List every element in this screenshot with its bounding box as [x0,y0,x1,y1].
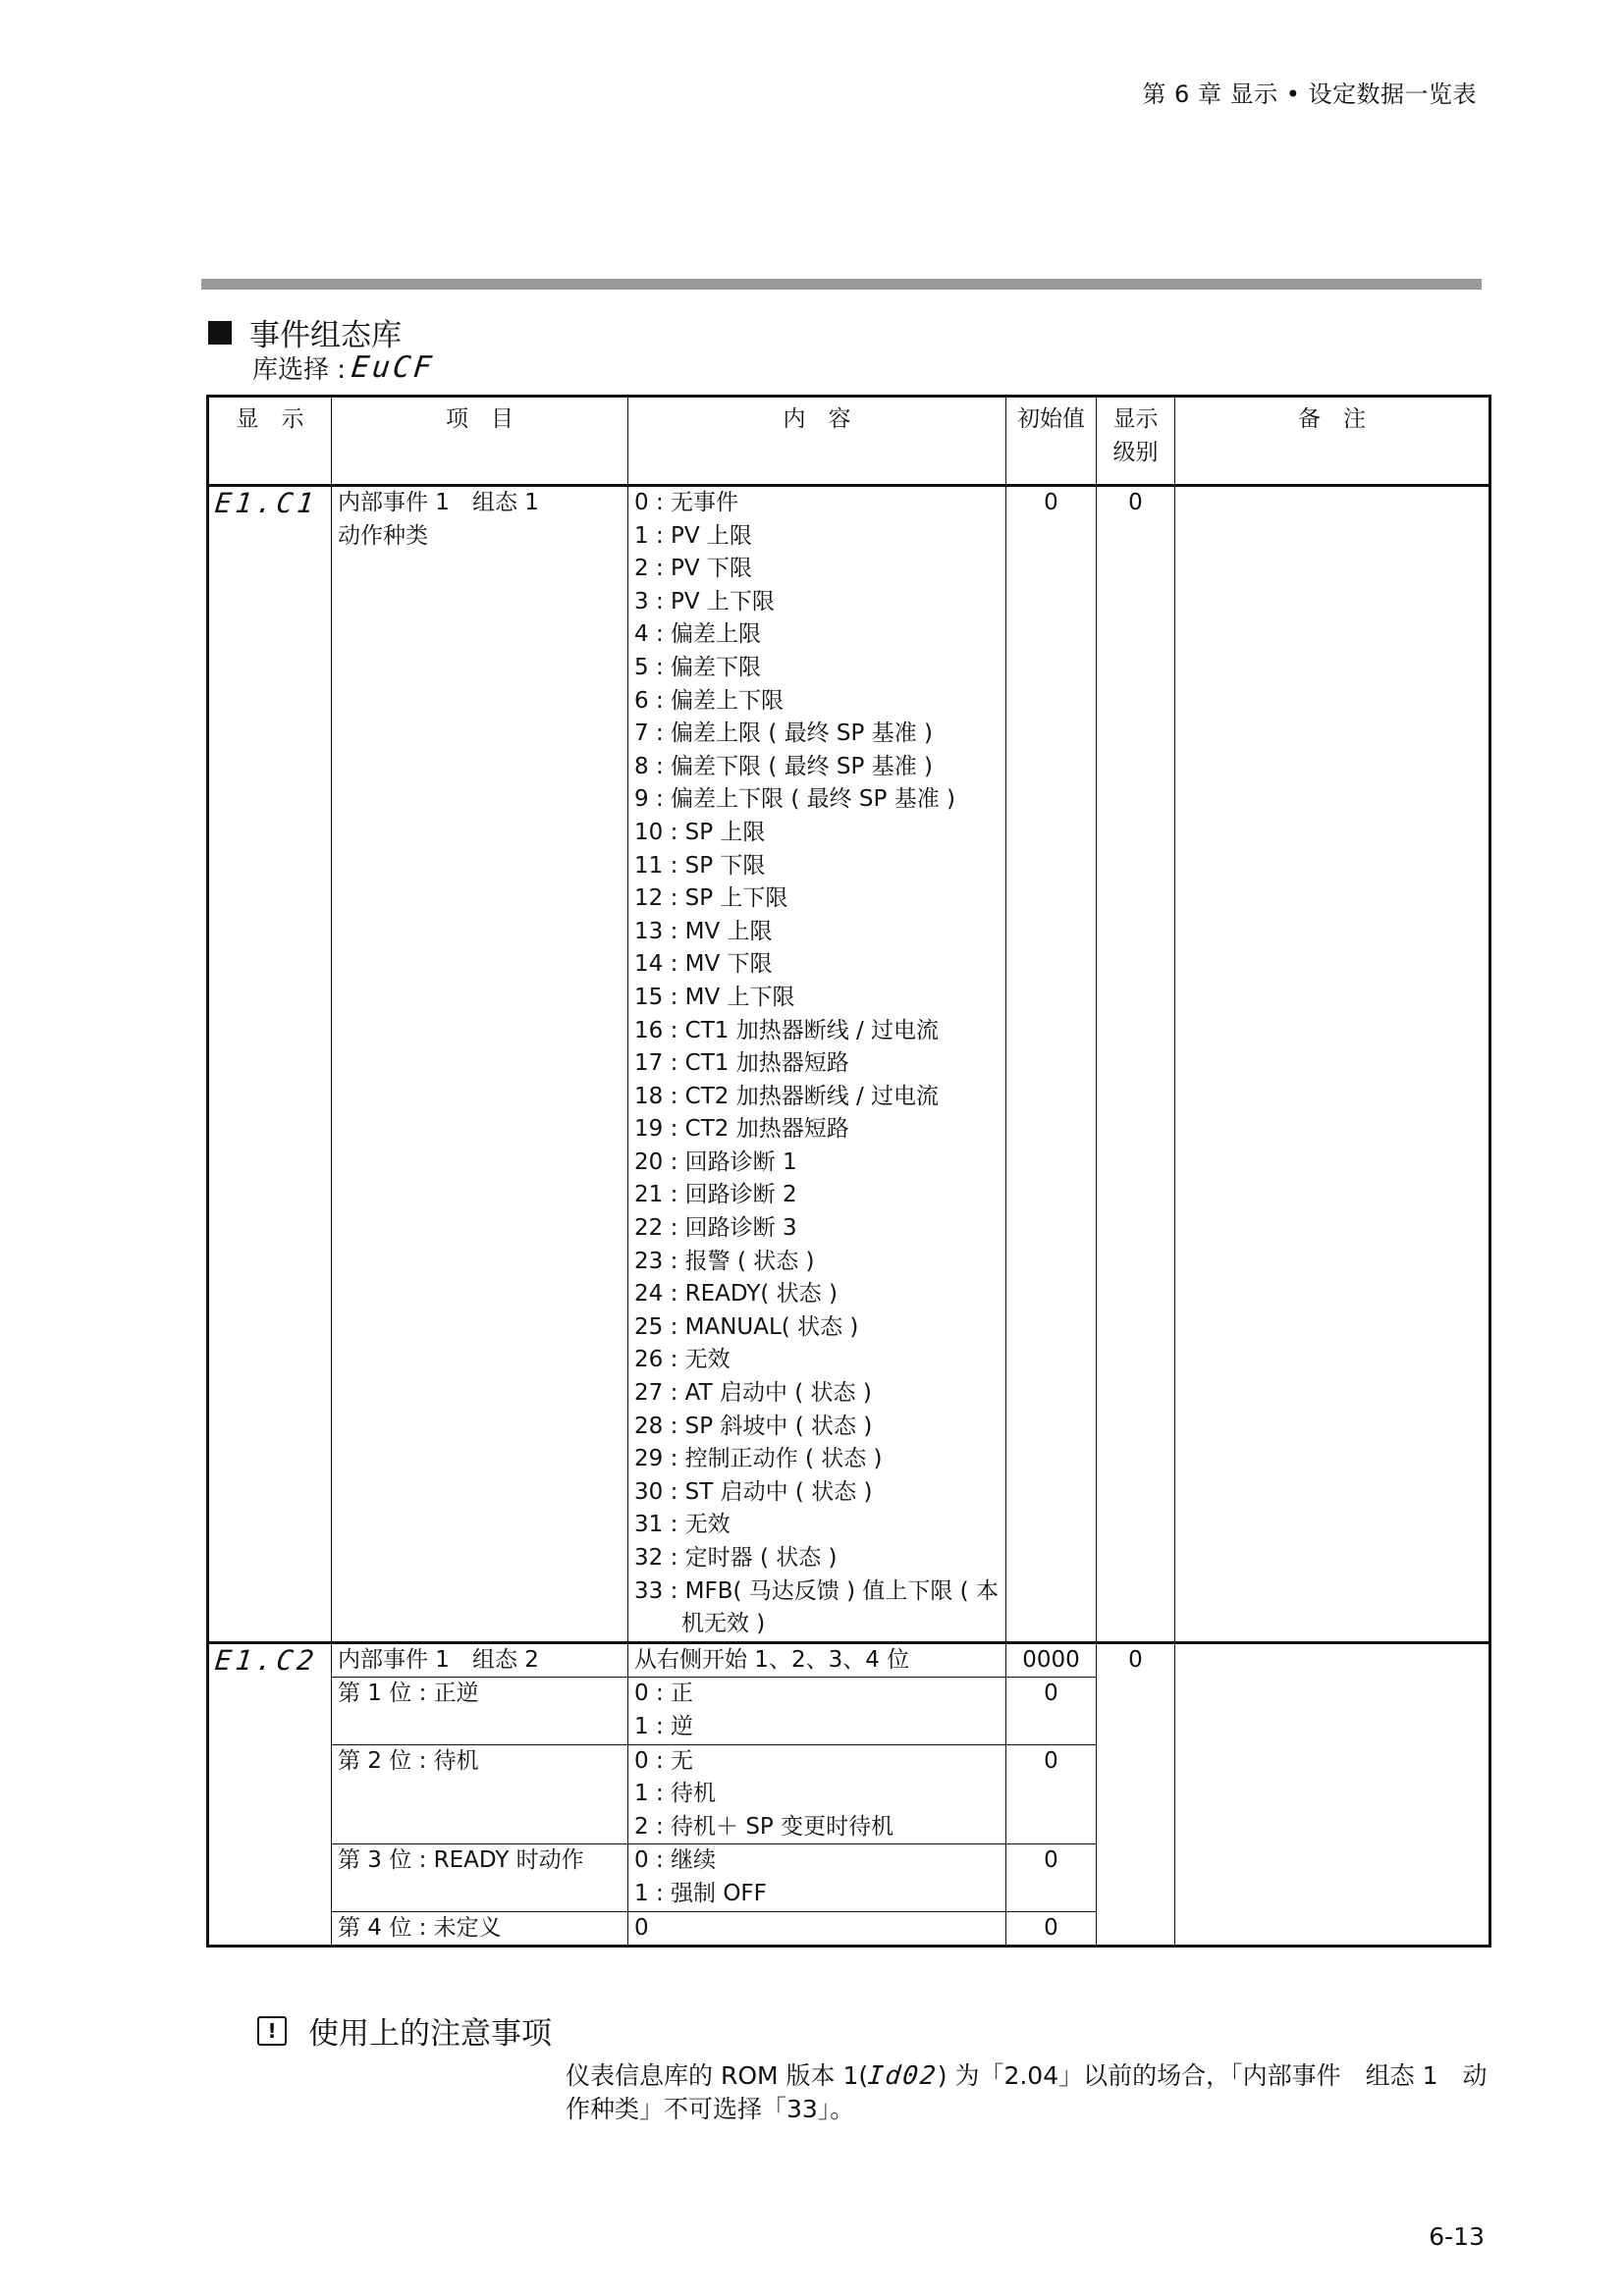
item-cell: 内部事件 1 组态 2 [332,1642,628,1678]
option-line: 18 : CT2 加热器断线 / 过电流 [634,1083,940,1109]
initial-value-cell: 0 [1006,1844,1097,1911]
bank-select-label: 库选择 : [252,355,347,385]
display-level-cell: 0 [1097,486,1175,1643]
option-line: 21 : 回路诊断 2 [634,1182,797,1208]
option-line: 29 : 控制正动作 ( 状态 ) [634,1446,883,1472]
content-cell [628,1844,1006,1911]
option-line: 5 : 偏差下限 [634,654,762,680]
header-content: 内 容 [628,397,1006,486]
option-line: 7 : 偏差上限 ( 最终 SP 基准 ) [634,721,933,747]
option-line: 24 : READY( 状态 ) [634,1281,838,1308]
option-line: 2 : 待机＋ SP 变更时待机 [634,1813,894,1840]
section-title-text: 事件组态库 [249,318,402,353]
option-line: 13 : MV 上限 [634,918,773,944]
option-line: 0 : 无事件 [634,490,739,515]
option-line: 23 : 报警 ( 状态 ) [634,1248,815,1274]
item-cell: 第 3 位 : READY 时动作 [332,1844,628,1911]
page-number: 6-13 [1429,2222,1485,2251]
header-level [1097,397,1175,486]
option-line: 25 : MANUAL( 状态 ) [634,1313,859,1340]
content-cell: 从右侧开始 1、2、3、4 位 [628,1642,1006,1678]
content-cell [628,1678,1006,1744]
option-line: 0 : 无 [634,1747,694,1774]
item-line: 动作种类 [338,522,428,549]
option-line: 32 : 定时器 ( 状态 ) [634,1545,838,1571]
option-line: 16 : CT1 加热器断线 / 过电流 [634,1017,940,1043]
option-line: 6 : 偏差上下限 [634,687,785,714]
option-line: 11 : SP 下限 [634,852,766,879]
option-line: 1 : 强制 OFF [634,1880,767,1906]
initial-value-cell: 0 [1006,1744,1097,1844]
exclamation-box-icon: ! [257,2016,287,2046]
square-bullet-icon [208,321,232,345]
content-cell [628,1744,1006,1844]
option-line: 0 : 正 [634,1681,694,1707]
option-line: 30 : ST 启动中 ( 状态 ) [634,1478,873,1505]
initial-value-cell: 0000 [1006,1642,1097,1678]
caution-text-part1: 仪表信息库的 ROM 版本 1( [566,2061,869,2090]
chapter-header: 第 6 章 显示 • 设定数据一览表 [1142,80,1477,108]
option-line: 9 : 偏差上下限 ( 最终 SP 基准 ) [634,786,955,813]
option-line: 机无效 ) [681,1611,766,1637]
option-line: 20 : 回路诊断 1 [634,1148,797,1175]
display-code-cell [208,486,332,1643]
initial-value-cell: 0 [1006,486,1097,1643]
display-code: E1.C2 [213,1643,320,1677]
bank-select-code: EuCF [350,350,437,385]
section-title [208,310,402,354]
item-cell: 第 4 位 : 未定义 [332,1911,628,1947]
content-cell [628,486,1006,1643]
option-line: 8 : 偏差下限 ( 最终 SP 基准 ) [634,753,933,779]
option-line: 33 : MFB( 马达反馈 ) 值上下限 ( 本 [634,1577,999,1604]
content-cell: 0 [628,1911,1006,1947]
caution-title: 使用上的注意事项 [308,2016,552,2052]
option-line: 10 : SP 上限 [634,819,766,845]
item-cell [332,486,628,1643]
display-code-cell [208,1642,332,1946]
header-level-line2: 级别 [1112,439,1159,465]
option-line: 1 : 逆 [634,1713,694,1739]
option-line: 22 : 回路诊断 3 [634,1215,797,1242]
display-level-cell: 0 [1097,1642,1175,1946]
initial-value-cell: 0 [1006,1911,1097,1947]
table-header-row [208,397,1490,486]
option-line: 31 : 无效 [634,1512,731,1538]
option-line: 19 : CT2 加热器短路 [634,1116,849,1143]
option-line: 2 : PV 下限 [634,556,752,582]
event-config-table [206,395,1491,1948]
rom-version-code: Id02 [866,2061,940,2091]
display-code: E1.C1 [213,487,320,519]
option-line: 17 : CT1 加热器短路 [634,1050,849,1077]
option-line: 3 : PV 上下限 [634,588,775,614]
header-remarks: 备 注 [1175,397,1490,486]
option-line: 1 : PV 上限 [634,522,752,549]
header-level-line1: 显示 [1112,406,1159,432]
caution-text-part2: ) 为「2.04」以前的场合，「内部事件 组态 1 动作种类」不可选择「33」。 [566,2061,1488,2123]
option-line: 12 : SP 上下限 [634,885,788,912]
remarks-cell [1175,1642,1490,1946]
remarks-cell [1175,486,1490,1643]
caution-text [566,2059,1489,2126]
item-cell: 第 1 位 : 正逆 [332,1678,628,1744]
item-line: 内部事件 1 组态 1 [338,490,539,515]
initial-value-cell: 0 [1006,1678,1097,1744]
option-line: 27 : AT 启动中 ( 状态 ) [634,1380,872,1407]
table-row [208,1642,1490,1678]
header-item: 项 目 [332,397,628,486]
option-line: 28 : SP 斜坡中 ( 状态 ) [634,1413,873,1439]
bank-select [252,349,437,386]
section-divider [201,279,1482,290]
item-cell: 第 2 位 : 待机 [332,1744,628,1844]
option-line: 4 : 偏差上限 [634,621,762,648]
option-line: 1 : 待机 [634,1781,717,1807]
option-line: 15 : MV 上下限 [634,984,795,1010]
caution-heading [257,2008,552,2053]
table-row [208,486,1490,1643]
header-initial: 初始值 [1006,397,1097,486]
option-line: 26 : 无效 [634,1347,731,1373]
option-line: 14 : MV 下限 [634,951,773,978]
header-display: 显 示 [208,397,332,486]
option-line: 0 : 继续 [634,1847,717,1874]
